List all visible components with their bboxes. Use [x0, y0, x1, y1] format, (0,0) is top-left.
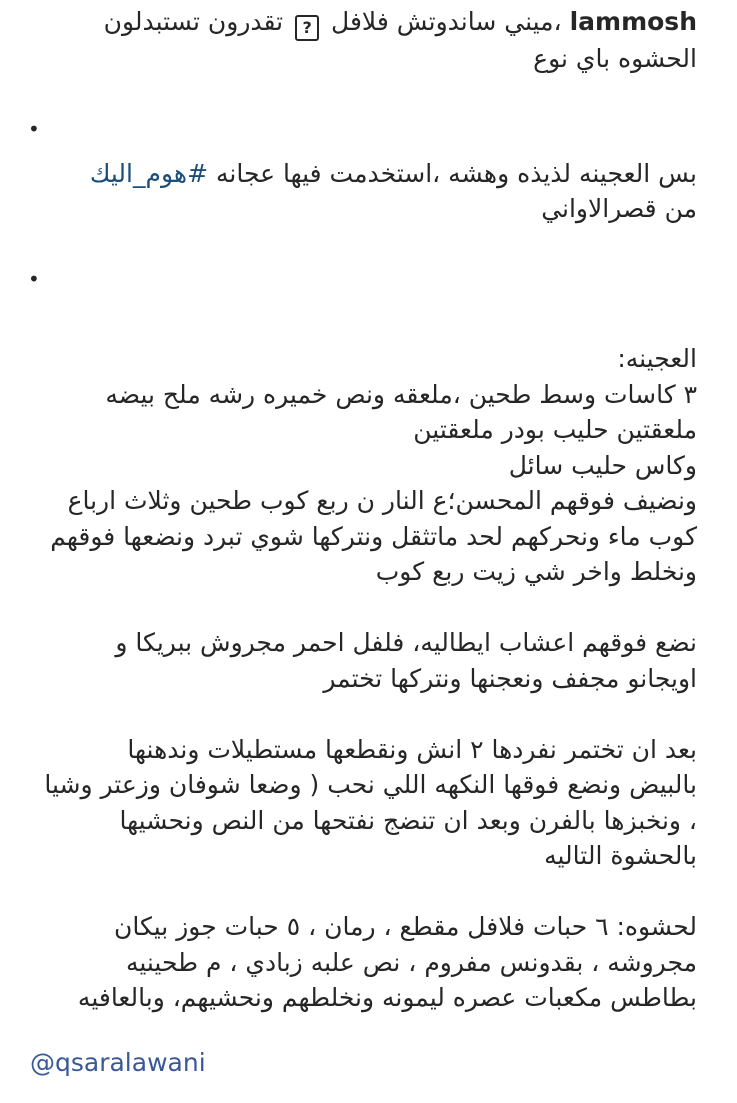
caption-line: مجروشه ، بقدونس مفروم ، نص علبه زبادي ، م طحينيه	[125, 947, 697, 977]
caption-line: بالحشوة التاليه	[544, 841, 697, 870]
post-caption	[28, 0, 697, 1016]
caption-line-dough-1	[28, 156, 697, 192]
caption-line: لحشوه: ٦ حبات فلافل مقطع ، رمان ، ٥ حبات جوز بيكان	[113, 912, 697, 941]
caption-line: ٣ كاسات وسط طحين ،ملعقه ونص خميره رشه ملح بيضه	[105, 379, 697, 409]
caption-text: بس العجينه لذيذه وهشه ،استخدمت فيها عجانه	[215, 158, 697, 188]
bullet-dot: •	[28, 267, 40, 291]
caption-text: ،ميني ساندوتش فلافل	[331, 7, 562, 36]
caption-line-intro-2: الحشوه باي نوع	[533, 44, 697, 73]
question-box-icon: ?	[295, 15, 319, 41]
caption-line: اويجانو مجفف ونعجنها ونتركها تختمر	[323, 663, 697, 693]
bullet-dot: •	[28, 117, 40, 141]
section-title-dough: العجينه:	[617, 344, 697, 373]
caption-line: بطاطس مكعبات عصره ليمونه ونخلطهم ونحشيهم، وبالعافيه	[77, 983, 697, 1012]
caption-line-dough-2: من قصرالاواني	[541, 194, 697, 223]
hashtag-link[interactable]: #هوم_اليك	[89, 158, 209, 188]
mention-link[interactable]: @qsaralawani	[30, 1048, 206, 1077]
caption-line: ملعقتين حليب بودر ملعقتين	[413, 415, 697, 444]
caption-line-intro-1	[28, 4, 697, 41]
caption-text: تقدرون تستبدلون	[103, 7, 284, 36]
caption-line: ونخلط واخر شي زيت ربع كوب	[375, 557, 697, 586]
caption-line: ، ونخبزها بالفرن وبعد ان تنضج نفتحها من النص ونحشيها	[119, 805, 697, 835]
username-link[interactable]: lammosh	[569, 7, 697, 36]
caption-line: بعد ان تختمر نفردها ٢ انش ونقطعها مستطيلات وندهنها	[127, 734, 697, 764]
caption-line: كوب ماء ونحركهم لحد ماتثقل ونتركها شوي تبرد ونضعها فوقهم	[50, 521, 697, 551]
caption-line: ونضيف فوقهم المحسن؛ع النار ن ربع كوب طحين وثلاث ارباع	[67, 486, 697, 515]
caption-line: نضع فوقهم اعشاب ايطاليه، فلفل احمر مجروش ببريكا و	[115, 628, 697, 657]
caption-line: وكاس حليب سائل	[508, 450, 697, 480]
caption-line: بالبيض ونضع فوقها النكهه اللي نحب ( وضعا شوفان وزعتر وشيا	[44, 770, 697, 799]
